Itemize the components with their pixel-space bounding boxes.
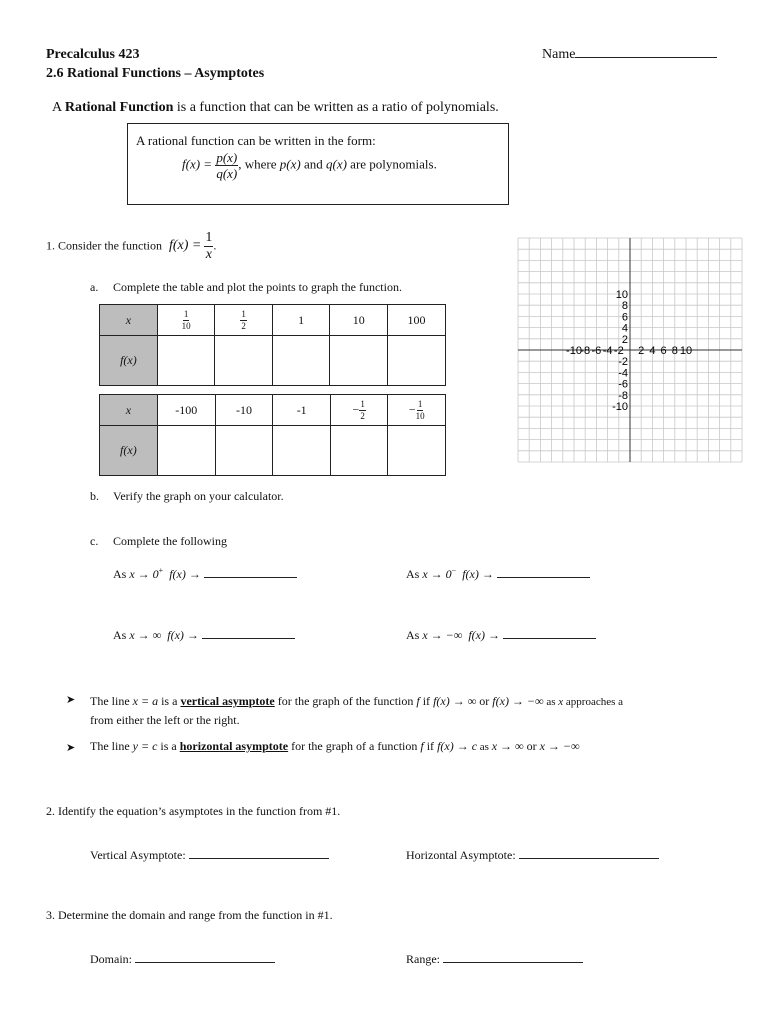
- y-tick-label: -2: [618, 356, 628, 369]
- part-a-label: a.: [90, 280, 99, 294]
- answer-blank[interactable]: [202, 628, 295, 639]
- limit-row: As x → −∞ f(x) →: [406, 628, 596, 643]
- y-tick-label: 4: [621, 322, 628, 335]
- table-cell: -1: [273, 395, 331, 426]
- fx-answer-cell[interactable]: [330, 426, 387, 476]
- x-tick-label: 2: [638, 345, 645, 357]
- definition-line: A rational function can be written in the form:: [136, 133, 376, 148]
- arrow-bullet-icon: ➤: [66, 742, 76, 754]
- table-cell: $\frac{1}{10}$: [157, 305, 215, 336]
- x-tick-label: -10: [566, 345, 582, 357]
- table-x-header: x: [100, 395, 158, 426]
- fx-answer-cell[interactable]: [215, 336, 273, 386]
- y-tick-label: -10: [612, 401, 628, 413]
- table-cell: − $\frac{1}{2}$: [330, 395, 387, 426]
- value-table-negative: [99, 394, 446, 476]
- range-field[interactable]: Range:: [406, 952, 583, 967]
- table-cell: 100: [388, 305, 446, 336]
- name-field[interactable]: [542, 47, 717, 63]
- intro-text: A Rational Function is a function that can be written as a ratio of polynomials.: [52, 100, 499, 115]
- limit-row: As x → 0− f(x) →: [406, 566, 590, 582]
- vertical-asymptote-field[interactable]: Vertical Asymptote:: [90, 848, 329, 863]
- fx-answer-cell[interactable]: [388, 336, 446, 386]
- fx-answer-cell[interactable]: [330, 336, 388, 386]
- y-tick-label: 8: [621, 300, 628, 313]
- section-title: 2.6 Rational Functions – Asymptotes: [46, 66, 265, 81]
- y-tick-label: 6: [621, 311, 628, 324]
- x-tick-label: 8: [671, 345, 678, 357]
- limit-row: As x → ∞ f(x) →: [113, 628, 295, 643]
- table-cell: 10: [330, 305, 388, 336]
- y-tick-label: -8: [618, 389, 628, 402]
- x-tick-label: -2: [613, 345, 624, 357]
- fx-answer-cell[interactable]: [215, 426, 273, 476]
- x-tick-label: -6: [591, 345, 602, 357]
- y-tick-label: 10: [615, 289, 628, 301]
- table-cell: -10: [215, 395, 273, 426]
- horizontal-asymptote-definition: The line y = c is a horizontal asymptote for the graph of a function f if f(x) → c as x → ∞ or x → −∞: [90, 739, 580, 753]
- table-cell: -100: [157, 395, 215, 426]
- x-tick-label: 10: [679, 345, 693, 357]
- table-fx-header: f(x): [100, 336, 158, 386]
- question-1: 1. Consider the function f(x) = $\frac{1}{x}$ .: [46, 230, 217, 262]
- answer-blank[interactable]: [204, 567, 297, 578]
- question-3: 3. Determine the domain and range from the function in #1.: [46, 908, 333, 922]
- limit-row: As x → 0+ f(x) →: [113, 566, 297, 582]
- domain-field[interactable]: Domain:: [90, 952, 275, 967]
- coordinate-grid[interactable]: [505, 230, 755, 475]
- table-fx-header: f(x): [100, 426, 158, 476]
- definition-box: [127, 123, 509, 205]
- vertical-asymptote-definition: The line x = a is a vertical asymptote for the graph of the function f if f(x) → ∞ or f(x) → −∞ as x approaches a from either the left or the right.: [90, 694, 624, 727]
- x-tick-label: 6: [660, 345, 667, 357]
- question-2: 2. Identify the equation’s asymptotes in the function from #1.: [46, 804, 341, 818]
- table-cell: − $\frac{1}{10}$: [388, 395, 446, 426]
- y-tick-label: -6: [618, 378, 628, 391]
- x-tick-label: 4: [649, 345, 656, 357]
- x-tick-label: -8: [580, 345, 591, 357]
- definition-formula: f(x) = $\frac{p(x)}{q(x)}$ , where p(x) and q(x) are polynomials.: [182, 150, 437, 181]
- x-tick-label: -4: [602, 345, 613, 357]
- rational-function-term: Rational Function: [64, 100, 174, 115]
- part-b-label: b.: [90, 489, 99, 503]
- part-a-text: Complete the table and plot the points to graph the function.: [113, 280, 402, 294]
- value-table-positive: [99, 304, 446, 386]
- table-x-header: x: [100, 305, 158, 336]
- fx-answer-cell[interactable]: [272, 336, 330, 386]
- fx-answer-cell[interactable]: [157, 336, 215, 386]
- name-label: Name: [542, 47, 576, 62]
- fx-answer-cell[interactable]: [388, 426, 446, 476]
- part-c-text: Complete the following: [113, 534, 227, 548]
- horizontal-asymptote-field[interactable]: Horizontal Asymptote:: [406, 848, 659, 863]
- fx-answer-cell[interactable]: [273, 426, 331, 476]
- arrow-bullet-icon: ➤: [66, 694, 76, 706]
- part-c-label: c.: [90, 534, 99, 548]
- y-tick-label: 2: [621, 333, 628, 346]
- part-b-text: Verify the graph on your calculator.: [113, 489, 284, 503]
- table-cell: 1: [272, 305, 330, 336]
- course-title: Precalculus 423: [46, 47, 140, 62]
- fx-answer-cell[interactable]: [157, 426, 215, 476]
- table-cell: $\frac{1}{2}$: [215, 305, 273, 336]
- y-tick-label: -4: [618, 367, 628, 380]
- answer-blank[interactable]: [503, 628, 596, 639]
- answer-blank[interactable]: [497, 567, 590, 578]
